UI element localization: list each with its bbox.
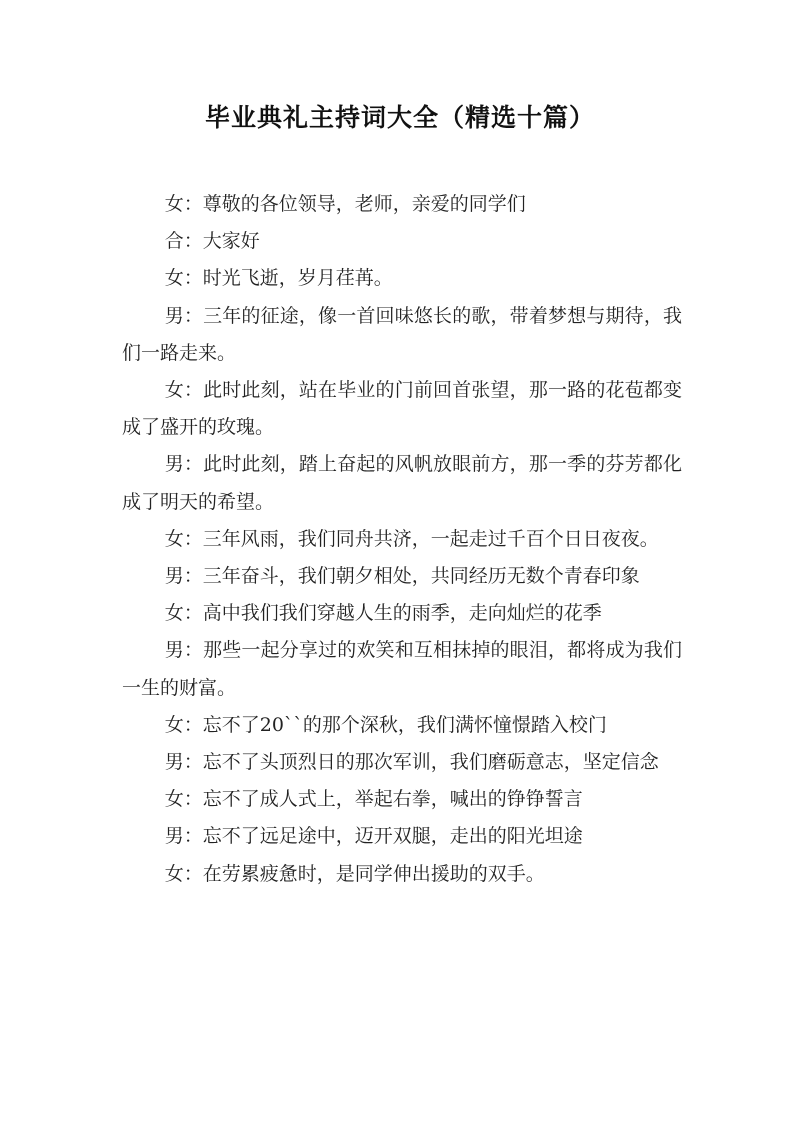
paragraph: 男：忘不了头顶烈日的那次军训，我们磨砺意志，坚定信念 xyxy=(164,751,659,774)
paragraph: 女：三年风雨，我们同舟共济，一起走过千百个日日夜夜。 xyxy=(164,527,659,550)
paragraph: 合：大家好 xyxy=(164,230,260,253)
paragraph: 女：此时此刻，站在毕业的门前回首张望，那一路的花苞都变成了盛开的玫瑰。 xyxy=(122,379,682,439)
paragraph: 女：时光飞逝，岁月荏苒。 xyxy=(164,267,393,290)
paragraph: 女：忘不了成人式上，举起右拳，喊出的铮铮誓言 xyxy=(164,788,583,811)
paragraph: 女：在劳累疲惫时，是同学伸出援助的双手。 xyxy=(164,862,545,885)
paragraph: 男：三年奋斗，我们朝夕相处，共同经历无数个青春印象 xyxy=(164,565,640,588)
paragraph: 女：尊敬的各位领导，老师，亲爱的同学们 xyxy=(164,193,526,215)
paragraph: 男：此时此刻，踏上奋起的风帆放眼前方，那一季的芬芳都化成了明天的希望。 xyxy=(122,453,682,513)
document-body xyxy=(122,186,682,893)
document-title: 毕业典礼主持词大全（精选十篇） xyxy=(204,103,595,132)
paragraph: 男：忘不了远足途中，迈开双腿，走出的阳光坦途 xyxy=(164,825,583,848)
paragraph: 女：忘不了20``的那个深秋，我们满怀憧憬踏入校门 xyxy=(164,713,607,736)
paragraph: 男：三年的征途，像一首回味悠长的歌，带着梦想与期待，我们一路走来。 xyxy=(122,304,682,364)
paragraph: 男：那些一起分享过的欢笑和互相抹掉的眼泪，都将成为我们一生的财富。 xyxy=(122,639,682,699)
paragraph: 女：高中我们我们穿越人生的雨季，走向灿烂的花季 xyxy=(164,602,602,625)
